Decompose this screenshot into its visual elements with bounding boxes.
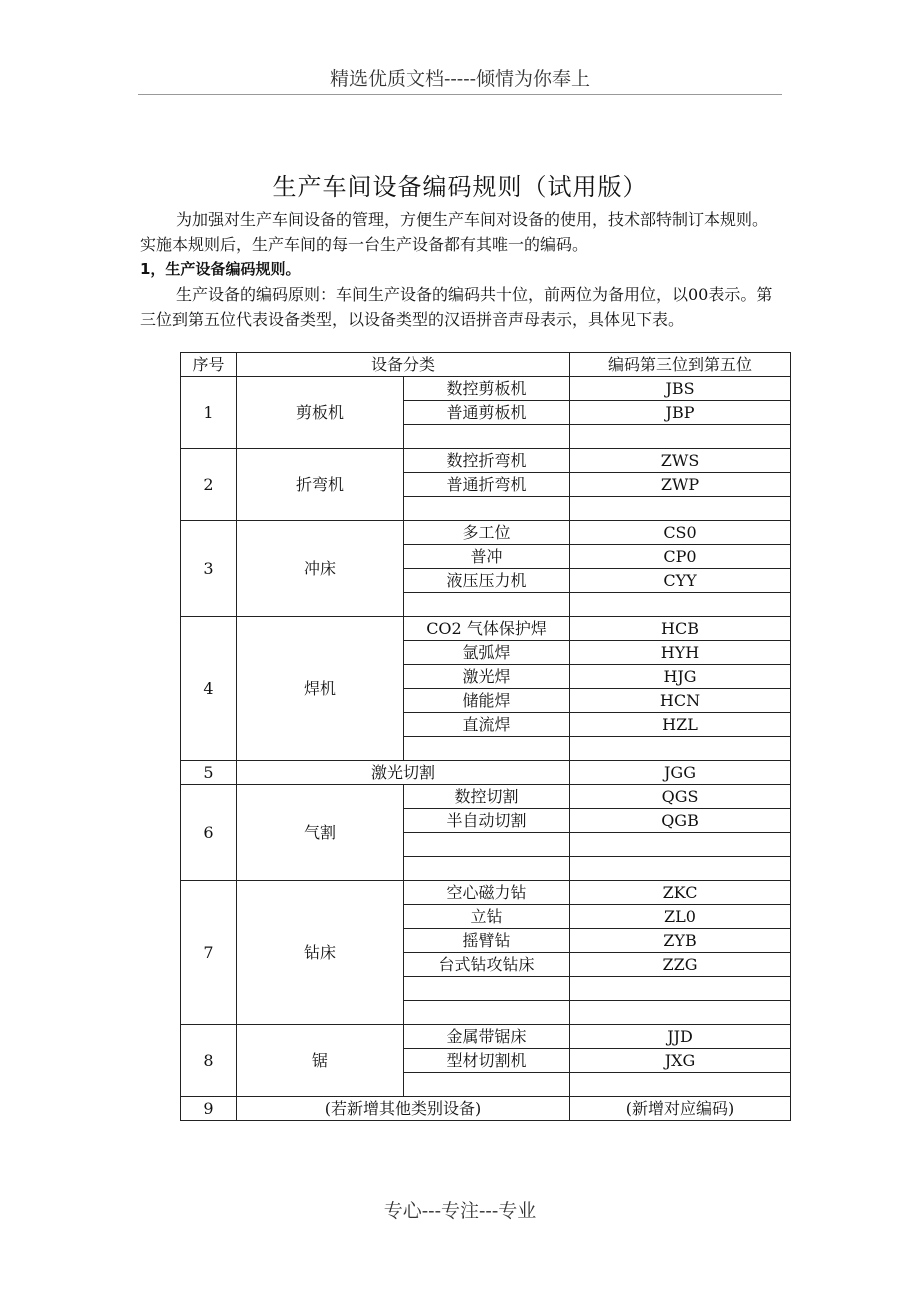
row-number: 4 (181, 617, 237, 761)
table-row (181, 761, 791, 785)
subtype-cell: 数控折弯机 (404, 449, 570, 473)
header-divider (138, 94, 782, 95)
code-cell: ZZG (570, 953, 791, 977)
category-cell: 剪板机 (237, 377, 404, 449)
page-header: 精选优质文档-----倾情为你奉上 (329, 68, 591, 90)
subtype-cell: 台式钻攻钻床 (404, 953, 570, 977)
code-cell: CYY (570, 569, 791, 593)
equipment-code-table (180, 352, 791, 1121)
row-number: 9 (181, 1097, 237, 1121)
subtype-cell: 多工位 (404, 521, 570, 545)
row-number: 2 (181, 449, 237, 521)
code-cell: JXG (570, 1049, 791, 1073)
row-number: 6 (181, 785, 237, 881)
subtype-cell: 普冲 (404, 545, 570, 569)
code-cell: (新增对应编码) (570, 1097, 791, 1121)
code-cell: QGS (570, 785, 791, 809)
subtype-cell: 立钻 (404, 905, 570, 929)
code-cell: ZWP (570, 473, 791, 497)
subtype-cell: 空心磁力钻 (404, 881, 570, 905)
category-cell: 折弯机 (237, 449, 404, 521)
table-row (181, 785, 791, 809)
subtype-cell: 型材切割机 (404, 1049, 570, 1073)
subtype-cell: 金属带锯床 (404, 1025, 570, 1049)
code-cell: JGG (570, 761, 791, 785)
code-cell: HCB (570, 617, 791, 641)
subtype-cell: 直流焊 (404, 713, 570, 737)
code-cell (570, 1001, 791, 1025)
table-row (181, 521, 791, 545)
subtype-cell: 激光焊 (404, 665, 570, 689)
row-number: 7 (181, 881, 237, 1025)
code-cell: HCN (570, 689, 791, 713)
table-row (181, 449, 791, 473)
subtype-cell: 摇臂钻 (404, 929, 570, 953)
code-cell: JJD (570, 1025, 791, 1049)
code-cell: ZWS (570, 449, 791, 473)
section-heading: 1，生产设备编码规则。 (140, 260, 301, 278)
subtype-cell (404, 1073, 570, 1097)
subtype-cell: 数控剪板机 (404, 377, 570, 401)
subtype-cell (404, 593, 570, 617)
category-cell: 气割 (237, 785, 404, 881)
subtype-cell: 半自动切割 (404, 809, 570, 833)
row-number: 8 (181, 1025, 237, 1097)
header-no: 序号 (181, 353, 237, 377)
subtype-cell: 储能焊 (404, 689, 570, 713)
header-code: 编码第三位到第五位 (570, 353, 791, 377)
category-cell: 激光切割 (237, 761, 570, 785)
subtype-cell (404, 1001, 570, 1025)
subtype-cell (404, 425, 570, 449)
code-cell: ZL0 (570, 905, 791, 929)
category-cell: 钻床 (237, 881, 404, 1025)
subtype-cell: 数控切割 (404, 785, 570, 809)
page-footer: 专心---专注---专业 (383, 1200, 537, 1222)
table-header-row (181, 353, 791, 377)
subtype-cell (404, 977, 570, 1001)
document-title: 生产车间设备编码规则（试用版） (272, 173, 648, 201)
code-cell: CP0 (570, 545, 791, 569)
code-cell: HYH (570, 641, 791, 665)
table-row (181, 881, 791, 905)
code-cell: HJG (570, 665, 791, 689)
table-row (181, 617, 791, 641)
code-cell (570, 497, 791, 521)
category-cell: 锯 (237, 1025, 404, 1097)
header-category: 设备分类 (237, 353, 570, 377)
subtype-cell (404, 737, 570, 761)
code-cell: CS0 (570, 521, 791, 545)
code-cell (570, 833, 791, 857)
code-cell (570, 977, 791, 1001)
row-number: 5 (181, 761, 237, 785)
table-row (181, 1097, 791, 1121)
table-row (181, 1025, 791, 1049)
subtype-cell (404, 857, 570, 881)
category-cell: 冲床 (237, 521, 404, 617)
category-cell: 焊机 (237, 617, 404, 761)
table-row (181, 377, 791, 401)
intro-paragraph: 为加强对生产车间设备的管理，方便生产车间对设备的使用，技术部特制订本规则。实施本规则后，生产车间的每一台生产设备都有其唯一的编码。 (140, 210, 769, 254)
category-cell: (若新增其他类别设备) (237, 1097, 570, 1121)
code-cell: JBP (570, 401, 791, 425)
row-number: 1 (181, 377, 237, 449)
subtype-cell: 氩弧焊 (404, 641, 570, 665)
code-cell: ZYB (570, 929, 791, 953)
code-cell (570, 857, 791, 881)
subtype-cell: 普通折弯机 (404, 473, 570, 497)
subtype-cell: 普通剪板机 (404, 401, 570, 425)
code-cell (570, 1073, 791, 1097)
code-cell: JBS (570, 377, 791, 401)
code-cell: QGB (570, 809, 791, 833)
code-cell (570, 425, 791, 449)
coding-principle-paragraph: 生产设备的编码原则：车间生产设备的编码共十位，前两位为备用位，以00表示。第三位到第五位代表设备类型，以设备类型的汉语拼音声母表示，具体见下表。 (140, 285, 773, 329)
subtype-cell (404, 833, 570, 857)
code-cell: HZL (570, 713, 791, 737)
subtype-cell (404, 497, 570, 521)
code-cell: ZKC (570, 881, 791, 905)
row-number: 3 (181, 521, 237, 617)
subtype-cell: 液压压力机 (404, 569, 570, 593)
code-cell (570, 593, 791, 617)
subtype-cell: CO2 气体保护焊 (404, 617, 570, 641)
code-cell (570, 737, 791, 761)
